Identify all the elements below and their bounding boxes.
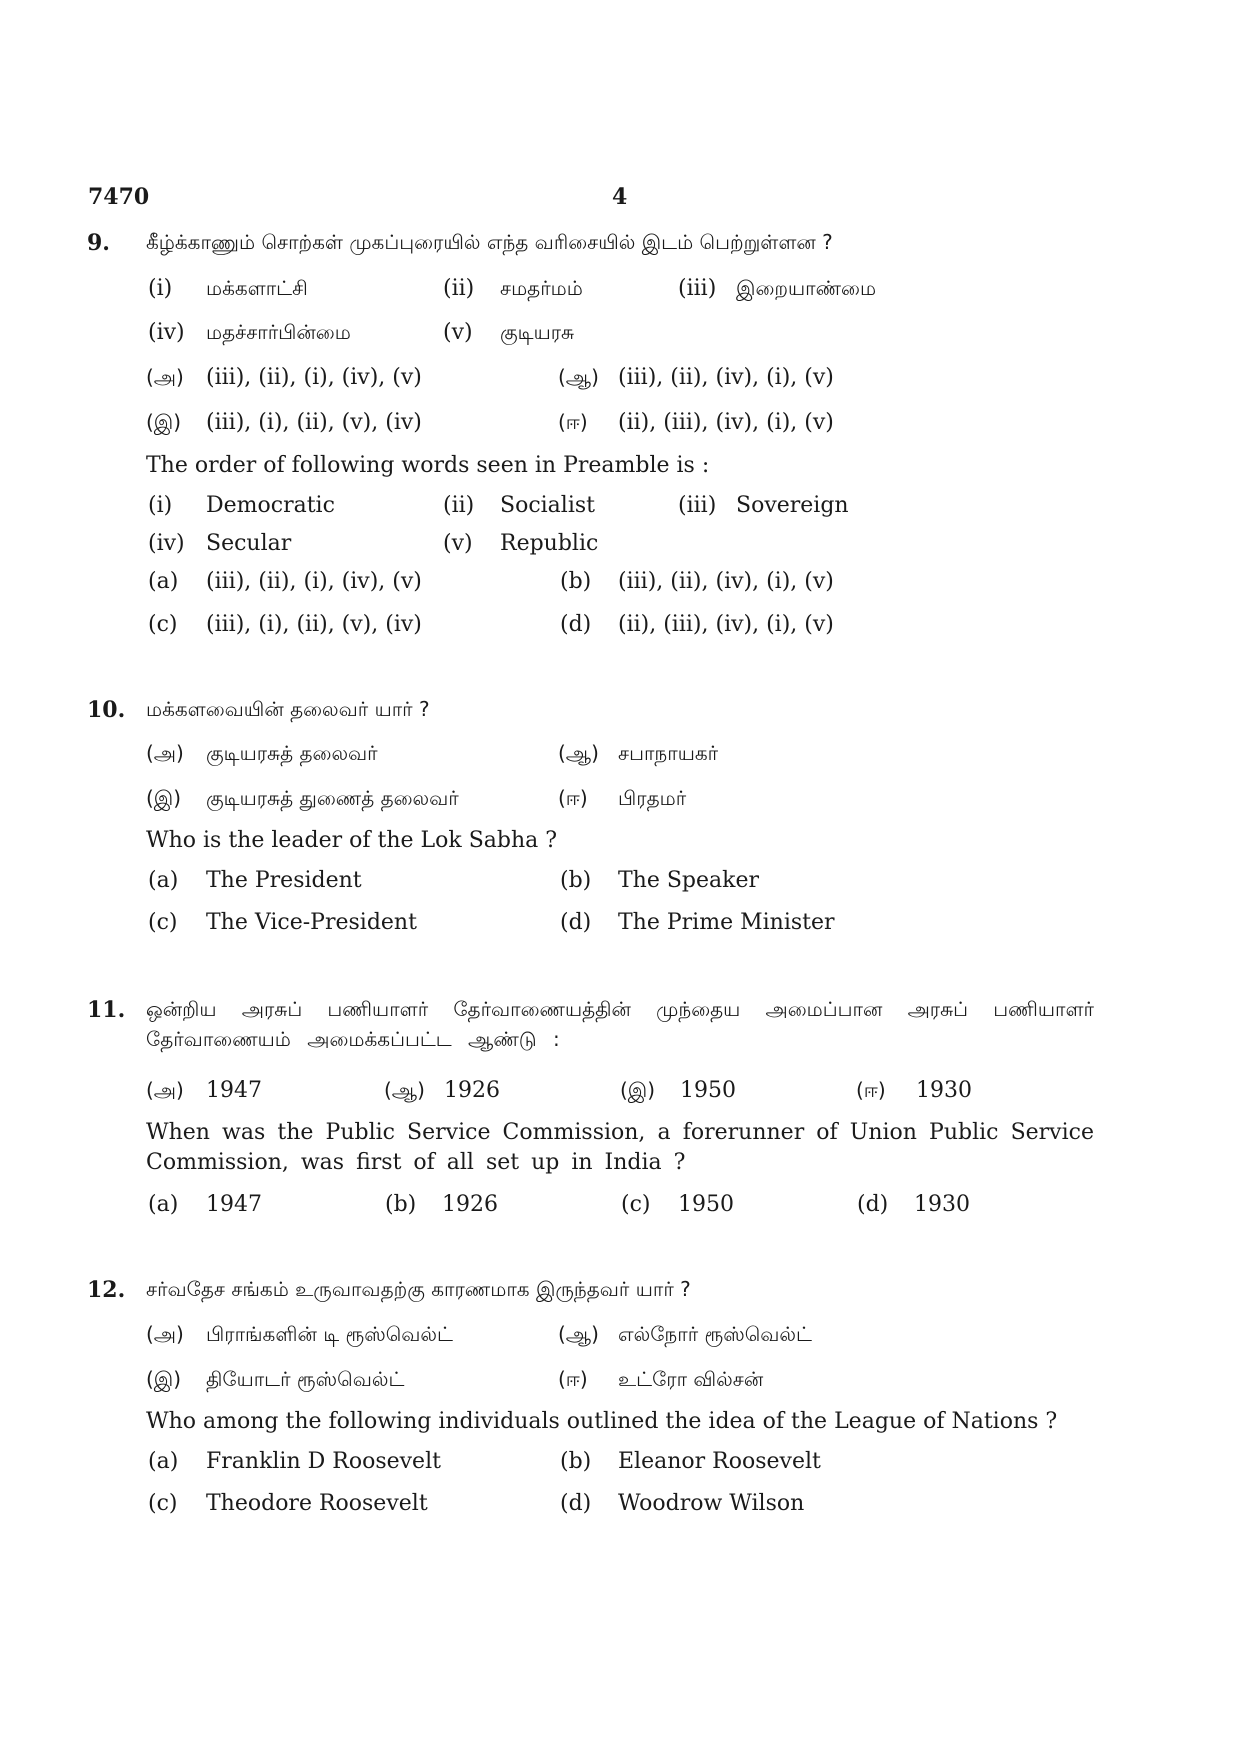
option-label: (c)	[148, 1491, 178, 1516]
option-text: (ii), (iii), (iv), (i), (v)	[618, 612, 834, 637]
option-text: (ii), (iii), (iv), (i), (v)	[618, 410, 834, 435]
question-text-tamil: ஒன்றிய அரசுப் பணியாளர் தேர்வாணையத்தின் முந்தைய அமைப்பான அரசுப் பணியாளர் தேர்வாணையம் அமைக்கப்பட்ட ஆண்டு :	[146, 997, 1094, 1051]
option-text: (iii), (ii), (iv), (i), (v)	[618, 569, 834, 594]
item-label: (v)	[443, 531, 473, 556]
option-text: பிரதமர்	[618, 786, 687, 810]
option-text: 1930	[914, 1192, 970, 1217]
option-text: (iii), (ii), (iv), (i), (v)	[618, 365, 834, 390]
option-label: (a)	[148, 1192, 179, 1217]
option-label: (d)	[560, 910, 592, 935]
option-text: (iii), (i), (ii), (v), (iv)	[206, 410, 422, 435]
item-label: (iv)	[148, 531, 185, 556]
option-label: (அ)	[146, 741, 184, 765]
option-label: (a)	[148, 868, 179, 893]
option-text: 1947	[206, 1078, 262, 1103]
option-text: தியோடர் ரூஸ்வெல்ட்	[206, 1367, 405, 1391]
item-text: Socialist	[500, 493, 595, 518]
item-label: (ii)	[443, 493, 475, 518]
option-text: சபாநாயகர்	[618, 741, 719, 765]
option-text: The Prime Minister	[618, 910, 835, 935]
option-label: (c)	[621, 1192, 651, 1217]
option-text: 1950	[680, 1078, 736, 1103]
option-label: (இ)	[146, 1367, 182, 1391]
item-label: (v)	[443, 320, 473, 345]
item-text: குடியரசு	[500, 320, 575, 344]
option-label: (இ)	[146, 786, 182, 810]
item-text: சமதர்மம்	[500, 276, 583, 300]
option-label: (ஈ)	[558, 1367, 588, 1391]
option-label: (b)	[385, 1192, 417, 1217]
item-label: (iii)	[678, 493, 717, 518]
item-text: Democratic	[206, 493, 335, 518]
question-number: 9.	[87, 230, 110, 256]
item-text: Sovereign	[736, 493, 849, 518]
option-label: (b)	[560, 868, 592, 893]
option-text: பிராங்களின் டி ரூஸ்வெல்ட்	[206, 1322, 453, 1346]
item-text: Republic	[500, 531, 599, 556]
option-text: 1930	[916, 1078, 972, 1103]
option-text: 1947	[206, 1192, 262, 1217]
option-text: Woodrow Wilson	[618, 1491, 805, 1516]
option-label: (b)	[560, 569, 592, 594]
item-text: இறையாண்மை	[736, 276, 877, 300]
option-label: (ஆ)	[384, 1078, 425, 1102]
paper-code: 7470	[88, 184, 150, 210]
item-label: (iv)	[148, 320, 185, 345]
question-text-tamil: மக்களவையின் தலைவர் யார் ?	[146, 697, 430, 721]
option-label: (b)	[560, 1449, 592, 1474]
option-label: (d)	[857, 1192, 889, 1217]
option-label: (a)	[148, 569, 179, 594]
option-text: Franklin D Roosevelt	[206, 1449, 441, 1474]
question-text-english: The order of following words seen in Preamble is :	[146, 453, 710, 478]
option-label: (ஈ)	[856, 1078, 886, 1102]
question-number: 11.	[87, 997, 126, 1023]
option-text: The Vice-President	[206, 910, 417, 935]
option-text: (iii), (ii), (i), (iv), (v)	[206, 569, 422, 594]
option-text: 1950	[678, 1192, 734, 1217]
option-text: (iii), (ii), (i), (iv), (v)	[206, 365, 422, 390]
question-text-tamil: கீழ்க்காணும் சொற்கள் முகப்புரையில் எந்த வரிசையில் இடம் பெற்றுள்ளன ?	[146, 230, 833, 254]
item-label: (i)	[148, 276, 173, 301]
option-text: (iii), (i), (ii), (v), (iv)	[206, 612, 422, 637]
option-label: (d)	[560, 1491, 592, 1516]
option-label: (அ)	[146, 365, 184, 389]
option-text: Eleanor Roosevelt	[618, 1449, 821, 1474]
option-label: (c)	[148, 612, 178, 637]
option-label: (a)	[148, 1449, 179, 1474]
option-label: (இ)	[146, 410, 182, 434]
option-label: (ஆ)	[558, 365, 599, 389]
option-text: Theodore Roosevelt	[206, 1491, 428, 1516]
option-text: குடியரசுத் தலைவர்	[206, 741, 378, 765]
option-label: (ஈ)	[558, 410, 588, 434]
item-text: மதச்சார்பின்மை	[206, 320, 351, 344]
option-label: (d)	[560, 612, 592, 637]
option-text: 1926	[442, 1192, 498, 1217]
option-label: (ஈ)	[558, 786, 588, 810]
item-label: (ii)	[443, 276, 475, 301]
option-text: குடியரசுத் துணைத் தலைவர்	[206, 786, 459, 810]
item-text: மக்களாட்சி	[206, 276, 308, 300]
question-text-tamil: சர்வதேச சங்கம் உருவாவதற்கு காரணமாக இருந்தவர் யார் ?	[146, 1277, 691, 1301]
item-label: (iii)	[678, 276, 717, 301]
option-label: (ஆ)	[558, 741, 599, 765]
option-text: The Speaker	[618, 868, 760, 893]
option-text: எல்நோர் ரூஸ்வெல்ட்	[618, 1322, 812, 1346]
option-label: (ஆ)	[558, 1322, 599, 1346]
option-label: (இ)	[620, 1078, 656, 1102]
option-text: The President	[206, 868, 362, 893]
question-number: 12.	[87, 1277, 126, 1303]
question-number: 10.	[87, 697, 126, 723]
item-label: (i)	[148, 493, 173, 518]
item-text: Secular	[206, 531, 292, 556]
option-label: (c)	[148, 910, 178, 935]
question-text-english: When was the Public Service Commission, a forerunner of Union Public Service Commission, was first of all set up in India ?	[146, 1120, 1094, 1175]
question-text-english: Who is the leader of the Lok Sabha ?	[146, 828, 558, 853]
option-label: (அ)	[146, 1322, 184, 1346]
option-label: (அ)	[146, 1078, 184, 1102]
page-number: 4	[612, 184, 628, 210]
option-text: உட்ரோ வில்சன்	[618, 1367, 764, 1391]
option-text: 1926	[444, 1078, 500, 1103]
question-text-english: Who among the following individuals outlined the idea of the League of Nations ?	[146, 1409, 1058, 1434]
